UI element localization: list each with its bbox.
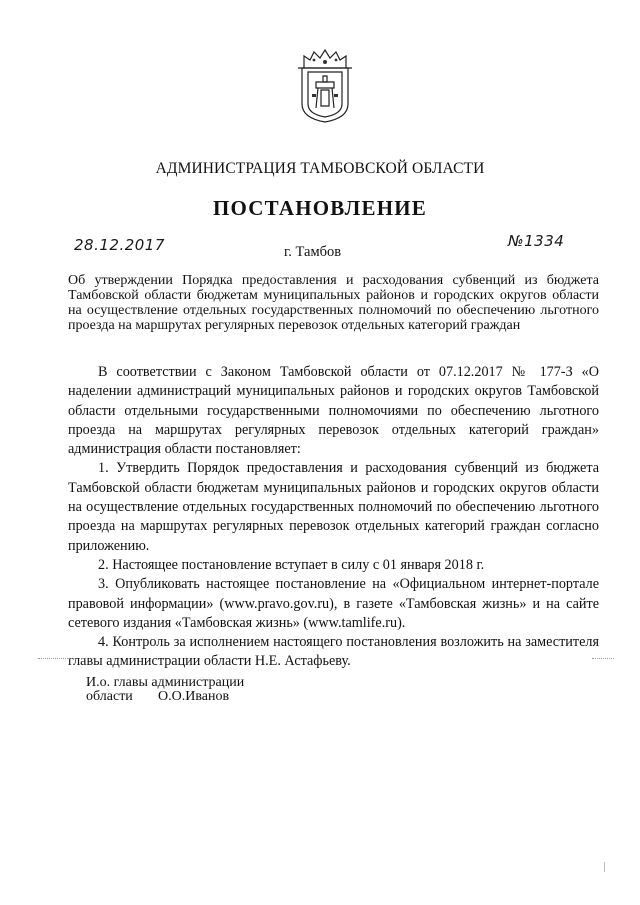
document-subject: Об утверждении Порядка предоставления и расходования субвенций из бюджета Тамбовской области бюджетам муниципальных районов и городских округов области на осуществление отдельных государственных полномочий по обеспечению льготного проезда на маршрутах регулярных перевозок отдельных категорий граждан [68,273,599,333]
document-number: №1334 [508,232,565,250]
clause-4-paragraph: 4. Контроль за исполнением настоящего постановления возложить на заместителя главы администрации области Н.Е. Астафьеву. [68,634,599,670]
coat-of-arms-icon [294,48,356,124]
organization-title: АДМИНИСТРАЦИЯ ТАМБОВСКОЙ ОБЛАСТИ [155,160,485,177]
scan-artifact-mark [604,862,605,872]
signatory-name: О.О.Иванов [158,689,230,704]
document-date: 28.12.2017 [74,236,165,254]
scan-artifact-line [82,658,96,659]
signatory-position-cont: области [86,689,133,704]
document-city: г. Тамбов [284,244,342,260]
clause-1-paragraph: 1. Утвердить Порядок предоставления и расходования субвенций из бюджета Тамбовской области бюджетам муниципальных районов и городских округов области на осуществление отдельных государственных полномочий по обеспечению льготного проезда на маршрутах регулярных перевозок отдельных категорий граждан согласно приложению. [68,460,599,554]
preamble-paragraph: В соответствии с Законом Тамбовской области от 07.12.2017 № 177-З «О наделении администраций муниципальных районов и городских округов Тамбовской области отдельными государственными полномочиями по обеспечению льготного проезда на маршрутах регулярных перевозок отдельных категорий граждан» администрация области постановляет: [68,364,599,458]
document-body [68,363,599,672]
signatory-position: И.о. главы администрации [86,675,245,690]
signature-block [86,676,244,704]
document-type-title: ПОСТАНОВЛЕНИЕ [212,196,428,220]
scan-artifact-line [592,658,614,659]
scan-artifact-line [38,658,72,659]
clause-3-paragraph: 3. Опубликовать настоящее постановление на «Официальном интернет-портале правовой информации» (www.pravo.gov.ru), в газете «Тамбовская жизнь» и на сайте сетевого издания «Тамбовская жизнь» (www.tamlife.ru). [68,576,599,631]
clause-2-paragraph: 2. Настоящее постановление вступает в силу с 01 января 2018 г. [98,556,485,573]
